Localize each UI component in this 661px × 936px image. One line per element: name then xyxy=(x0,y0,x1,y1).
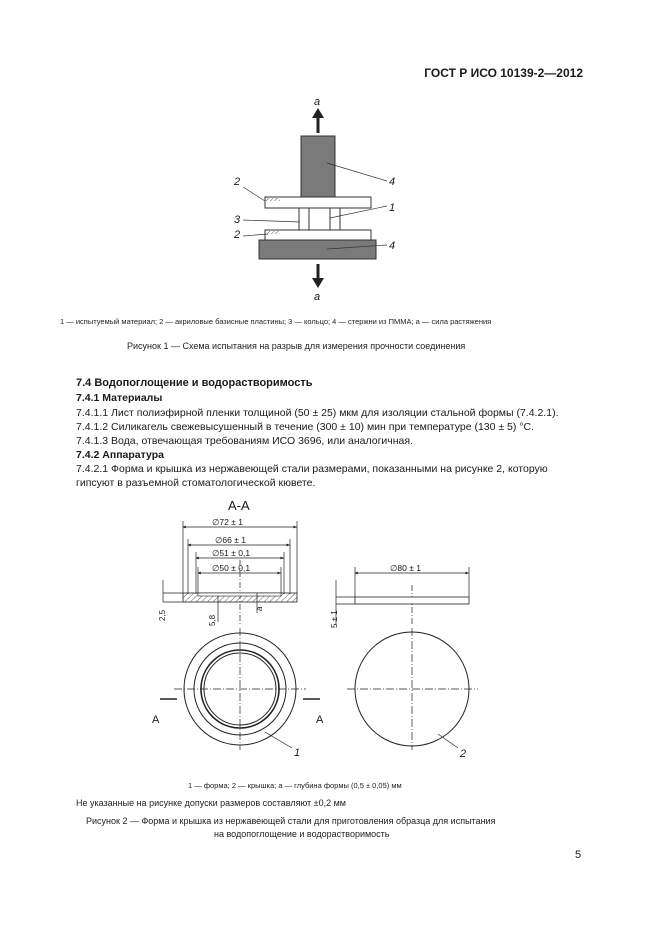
figure-1-diagram xyxy=(0,0,661,330)
figure-2-caption-line-1: Рисунок 2 — Форма и крышка из нержавеющей стали для приготовления образца для испытания xyxy=(86,816,496,826)
section-heading: 7.4 Водопоглощение и водорастворимость xyxy=(76,377,313,389)
ring-right xyxy=(330,208,340,230)
document-header: ГОСТ Р ИСО 10139-2—2012 xyxy=(424,66,583,80)
mold-outer-circle xyxy=(184,633,296,745)
apparatus-text-line-2: гипсуют в разъемной стоматологической кювете. xyxy=(76,477,316,489)
label-1: 1 xyxy=(389,202,396,214)
label-4-bottom: 4 xyxy=(389,240,396,252)
apparatus-text-line-1: 7.4.2.1 Форма и крышка из нержавеющей стали размерами, показанными на рисунке 2, которую xyxy=(76,463,548,475)
label-a-top: a xyxy=(314,96,321,108)
dim-d50: ∅50 ± 0,1 xyxy=(212,563,251,573)
figure-1-caption: Рисунок 1 — Схема испытания на разрыв для измерения прочности соединения xyxy=(127,341,466,351)
acrylic-plate-bottom xyxy=(265,230,371,240)
dim-d66: ∅66 ± 1 xyxy=(215,535,246,545)
figure-1-legend: 1 — испытуемый материал; 2 — акриловые базисные пластины; 3 — кольцо; 4 — стержни из ПММА; a — сила растяжения xyxy=(60,317,492,326)
test-material xyxy=(309,208,330,230)
label-A-right: А xyxy=(316,714,324,726)
figure-2-legend: 1 — форма; 2 — крышка; a — глубина формы (0,5 ± 0,05) мм xyxy=(188,781,402,790)
dim-d72: ∅72 ± 1 xyxy=(212,517,243,527)
mold-section xyxy=(183,593,297,602)
dim-d51: ∅51 ± 0,1 xyxy=(212,548,251,558)
section-label: А-А xyxy=(228,498,250,513)
dim-h58: 5,8 xyxy=(208,614,217,626)
label-1: 1 xyxy=(294,747,301,759)
label-2-top: 2 xyxy=(234,176,241,188)
dim-d80: ∅80 ± 1 xyxy=(390,563,421,573)
label-4-top: 4 xyxy=(389,176,396,188)
label-2-bottom: 2 xyxy=(234,229,241,241)
label-2: 2 xyxy=(460,748,467,760)
tolerance-note: Не указанные на рисунке допуски размеров составляют ±0,2 мм xyxy=(76,798,346,808)
materials-heading: 7.4.1 Материалы xyxy=(76,392,163,404)
dim-h25: 2,5 xyxy=(158,609,167,621)
lid-circle xyxy=(355,632,469,746)
materials-item-3: 7.4.1.3 Вода, отвечающая требованиям ИСО 3696, или аналогичная. xyxy=(76,435,414,447)
lid-section xyxy=(355,597,469,604)
ring-left xyxy=(299,208,309,230)
page-number: 5 xyxy=(575,849,582,861)
materials-item-1: 7.4.1.1 Лист полиэфирной пленки толщиной (50 ± 25) мкм для изоляции стальной формы (7.4.2.1). xyxy=(76,407,559,419)
label-a-bottom: a xyxy=(314,291,321,303)
dim-a: a xyxy=(255,606,264,611)
apparatus-heading: 7.4.2 Аппаратура xyxy=(76,449,164,461)
acrylic-plate-top xyxy=(265,197,371,208)
materials-item-2: 7.4.1.2 Силикагель свежевысушенный в течение (300 ± 10) мин при температуре (130 ± 5) °С. xyxy=(76,421,535,433)
label-3: 3 xyxy=(234,214,241,226)
dim-h5: 5 ± 1 xyxy=(330,610,339,628)
figure-2-caption-line-2: на водопоглощение и водорастворимость xyxy=(214,829,390,839)
pmma-rod-bottom xyxy=(259,240,376,259)
label-A-left: А xyxy=(152,714,160,726)
pmma-rod-top xyxy=(301,136,335,197)
